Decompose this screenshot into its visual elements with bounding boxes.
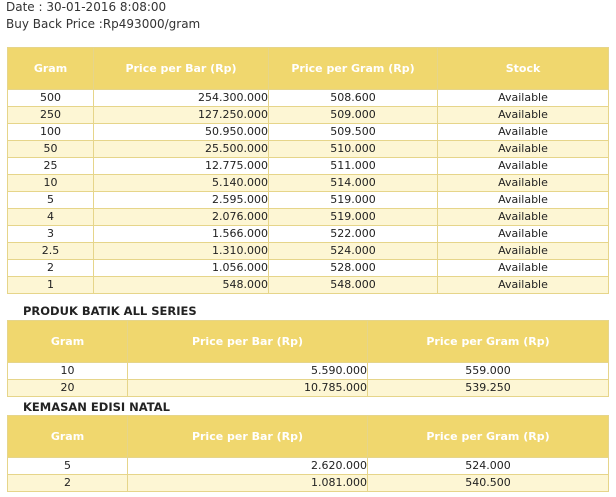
table-row	[8, 158, 609, 175]
cell-price-per-gram: 559.000	[368, 363, 609, 380]
cell-stock: Available	[438, 90, 609, 107]
table-row	[8, 277, 609, 294]
cell-price-per-gram: 528.000	[269, 260, 438, 277]
cell-gram: 2	[8, 260, 94, 277]
cell-price-per-gram: 522.000	[269, 226, 438, 243]
cell-price-per-gram: 524.000	[368, 458, 609, 475]
table-header-row	[8, 48, 609, 90]
cell-gram: 500	[8, 90, 94, 107]
table-row	[8, 260, 609, 277]
table-row	[8, 90, 609, 107]
cell-stock: Available	[438, 226, 609, 243]
cell-gram: 1	[8, 277, 94, 294]
table-row	[8, 107, 609, 124]
column-header-stock: Stock	[438, 48, 609, 90]
table-header-row	[8, 321, 609, 363]
cell-price-per-bar: 1.081.000	[128, 475, 368, 492]
buyback-price-text: Buy Back Price :Rp493000/gram	[6, 17, 201, 31]
cell-price-per-gram: 540.500	[368, 475, 609, 492]
cell-price-per-gram: 519.000	[269, 209, 438, 226]
table-row	[8, 380, 609, 397]
cell-price-per-bar: 254.300.000	[94, 90, 269, 107]
table-row	[8, 243, 609, 260]
cell-gram: 2.5	[8, 243, 94, 260]
cell-gram: 250	[8, 107, 94, 124]
cell-gram: 100	[8, 124, 94, 141]
column-header-gram: Gram	[8, 416, 128, 458]
cell-price-per-gram: 509.500	[269, 124, 438, 141]
cell-gram: 4	[8, 209, 94, 226]
cell-price-per-bar: 25.500.000	[94, 141, 269, 158]
date-text: Date : 30-01-2016 8:08:00	[6, 0, 167, 14]
batik-price-table	[7, 320, 609, 397]
column-header-price-per-gram: Price per Gram (Rp)	[368, 321, 609, 363]
cell-stock: Available	[438, 175, 609, 192]
cell-price-per-bar: 10.785.000	[128, 380, 368, 397]
cell-price-per-gram: 510.000	[269, 141, 438, 158]
cell-price-per-bar: 1.056.000	[94, 260, 269, 277]
cell-price-per-gram: 514.000	[269, 175, 438, 192]
cell-price-per-bar: 1.310.000	[94, 243, 269, 260]
column-header-price-per-bar: Price per Bar (Rp)	[128, 416, 368, 458]
cell-gram: 5	[8, 458, 128, 475]
table-row	[8, 363, 609, 380]
cell-stock: Available	[438, 141, 609, 158]
column-header-price-per-bar: Price per Bar (Rp)	[128, 321, 368, 363]
cell-stock: Available	[438, 107, 609, 124]
cell-price-per-bar: 2.620.000	[128, 458, 368, 475]
natal-section-title: KEMASAN EDISI NATAL	[23, 400, 170, 414]
natal-price-table	[7, 415, 609, 492]
cell-price-per-bar: 2.076.000	[94, 209, 269, 226]
cell-price-per-gram: 508.600	[269, 90, 438, 107]
cell-price-per-bar: 12.775.000	[94, 158, 269, 175]
table-row	[8, 192, 609, 209]
cell-price-per-bar: 2.595.000	[94, 192, 269, 209]
cell-price-per-gram: 511.000	[269, 158, 438, 175]
cell-price-per-bar: 1.566.000	[94, 226, 269, 243]
table-row	[8, 209, 609, 226]
batik-section-title: PRODUK BATIK ALL SERIES	[23, 304, 197, 318]
cell-stock: Available	[438, 124, 609, 141]
cell-stock: Available	[438, 209, 609, 226]
cell-stock: Available	[438, 192, 609, 209]
gold-price-table	[7, 47, 609, 294]
cell-price-per-bar: 127.250.000	[94, 107, 269, 124]
cell-gram: 50	[8, 141, 94, 158]
cell-price-per-bar: 50.950.000	[94, 124, 269, 141]
table-header-row	[8, 416, 609, 458]
table-row	[8, 226, 609, 243]
cell-gram: 3	[8, 226, 94, 243]
cell-gram: 20	[8, 380, 128, 397]
cell-price-per-gram: 519.000	[269, 192, 438, 209]
table-row	[8, 458, 609, 475]
cell-price-per-gram: 524.000	[269, 243, 438, 260]
cell-price-per-gram: 539.250	[368, 380, 609, 397]
column-header-price-per-gram: Price per Gram (Rp)	[368, 416, 609, 458]
table-row	[8, 175, 609, 192]
cell-gram: 10	[8, 363, 128, 380]
page-header	[0, 0, 616, 44]
cell-price-per-gram: 548.000	[269, 277, 438, 294]
cell-stock: Available	[438, 277, 609, 294]
cell-price-per-bar: 5.590.000	[128, 363, 368, 380]
cell-gram: 25	[8, 158, 94, 175]
cell-stock: Available	[438, 158, 609, 175]
table-row	[8, 475, 609, 492]
table-row	[8, 141, 609, 158]
cell-stock: Available	[438, 243, 609, 260]
cell-price-per-bar: 548.000	[94, 277, 269, 294]
cell-stock: Available	[438, 260, 609, 277]
column-header-price-per-bar: Price per Bar (Rp)	[94, 48, 269, 90]
table-row	[8, 124, 609, 141]
cell-price-per-gram: 509.000	[269, 107, 438, 124]
cell-gram: 5	[8, 192, 94, 209]
cell-price-per-bar: 5.140.000	[94, 175, 269, 192]
cell-gram: 10	[8, 175, 94, 192]
column-header-gram: Gram	[8, 321, 128, 363]
column-header-gram: Gram	[8, 48, 94, 90]
cell-gram: 2	[8, 475, 128, 492]
column-header-price-per-gram: Price per Gram (Rp)	[269, 48, 438, 90]
